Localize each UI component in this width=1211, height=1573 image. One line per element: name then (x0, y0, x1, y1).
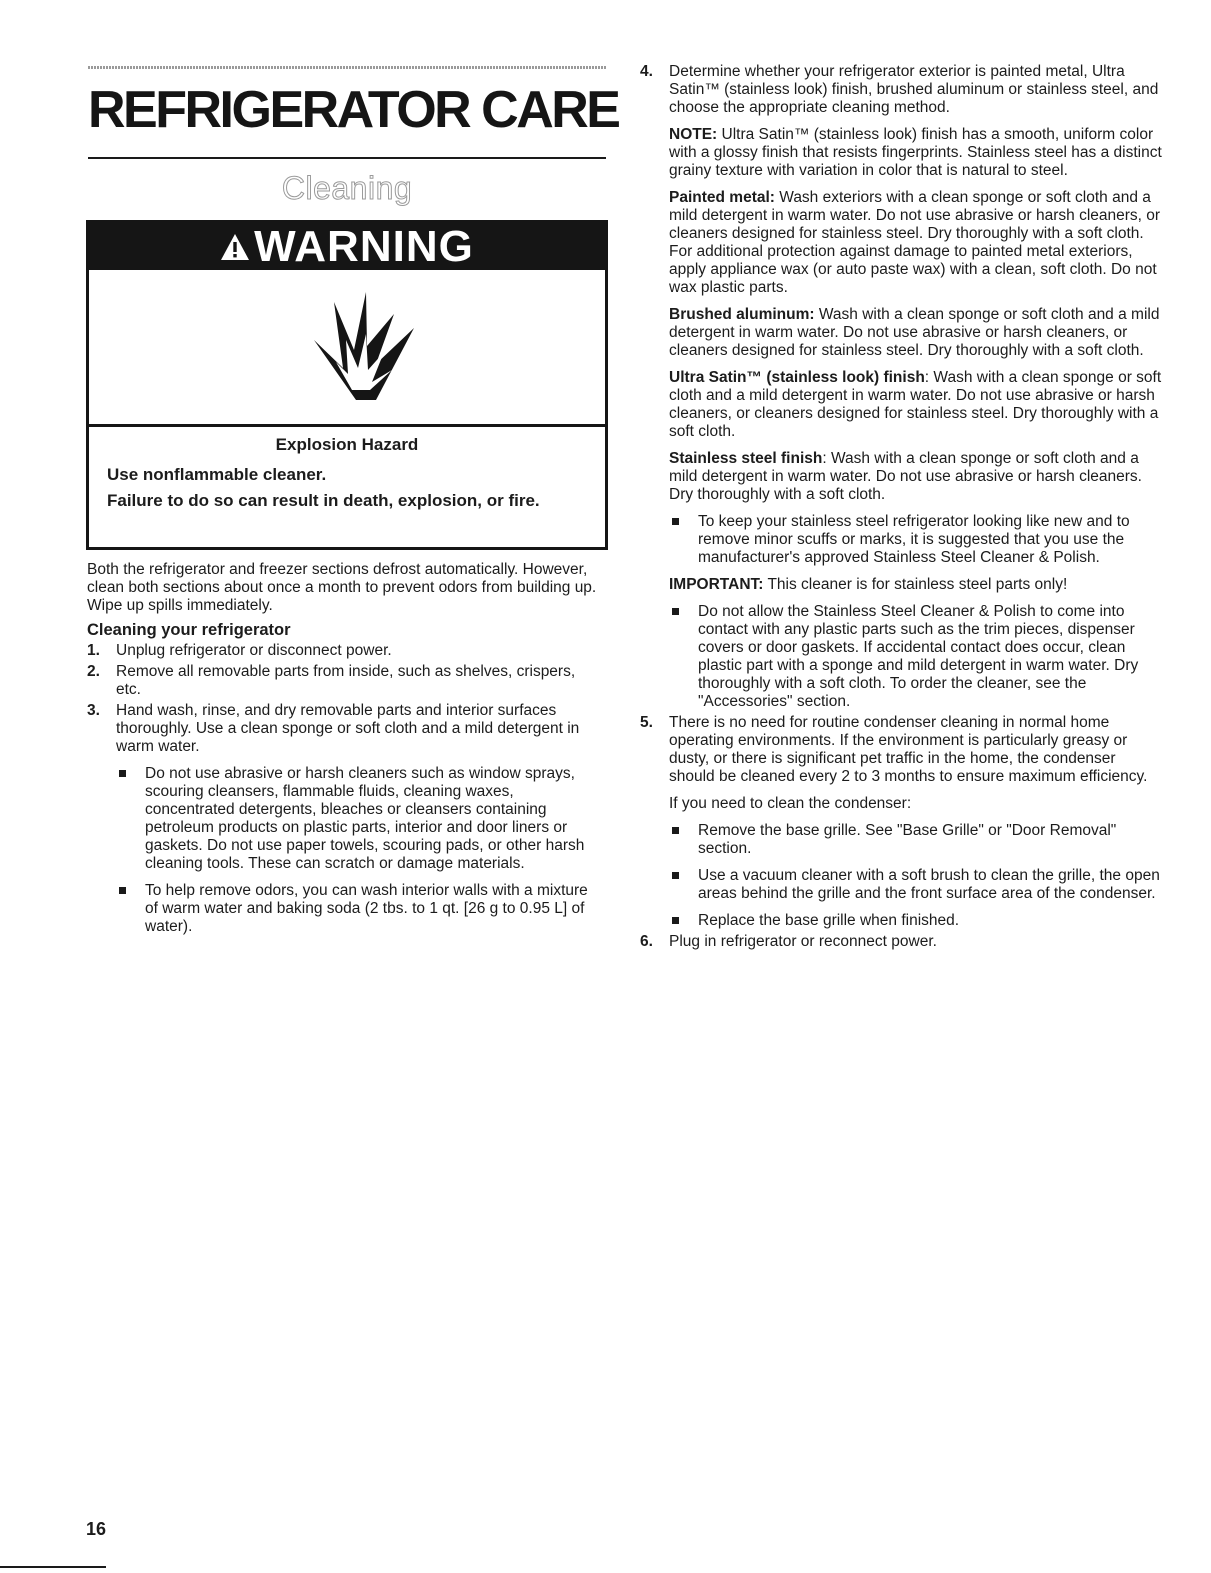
explosion-icon (296, 280, 422, 402)
bullet-square-icon (119, 887, 126, 894)
step-2 (87, 663, 599, 699)
explosion-pictogram (89, 270, 605, 427)
painted-metal-text: Wash exteriors with a clean sponge or soft cloth and a mild detergent in warm water. Do not use abrasive or harsh cleaners, or cleaners designed for stainless steel. Dry thoroughly with a soft cloth. For additional protection against damage to painted metal exteriors, apply appliance wax (or auto paste wax) with a clean, soft cloth. Do not wax plastic parts. (669, 189, 1161, 296)
bullet-text: To keep your stainless steel refrigerator looking like new and to remove minor scuffs or marks, it is suggested that you use the manufacturer's approved Stainless Steel Cleaner & Polish. (698, 513, 1130, 566)
warning-instruction: Use nonflammable cleaner. (107, 465, 327, 484)
step-number: 2. (87, 663, 100, 680)
bullet-text: Replace the base grille when finished. (698, 912, 960, 929)
bullet-text: Use a vacuum cleaner with a soft brush to clean the grille, the open areas behind the grille and the front surface area of the condenser. (698, 867, 1160, 902)
bullet-text: Do not allow the Stainless Steel Cleaner & Polish to come into contact with any plastic parts such as the trim pieces, dispenser covers or door gaskets. If accidental contact does occur, clean plastic part with a sponge and mild detergent in warm water. Dry thoroughly with a soft cloth. To order the cleaner, see the "Accessories" section. (698, 603, 1139, 710)
step-text: Hand wash, rinse, and dry removable parts and interior surfaces thoroughly. Use a clean sponge or soft cloth and a mild detergent in warm water. (116, 702, 580, 755)
cleaning-heading: Cleaning your refrigerator (87, 621, 291, 639)
ultra-satin-label: Ultra Satin™ (stainless look) finish (669, 369, 925, 386)
warning-triangle-icon (220, 232, 250, 262)
ultra-satin-text: : Wash with a clean sponge or soft cloth and a mild detergent in warm water. Do not use abrasive or harsh cleaners, or cleaners designed for stainless steel. Dry thoroughly with a soft cloth. (669, 369, 1162, 440)
note-text: Ultra Satin™ (stainless look) finish has a smooth, uniform color with a glossy finish that resists fingerprints. Stainless steel has a distinct grainy texture with variation in color that is natural to steel. (669, 126, 1162, 179)
important-text: This cleaner is for stainless steel parts only! (763, 576, 1068, 593)
top-dotted-rule (88, 66, 606, 69)
step-text: There is no need for routine condenser cleaning in normal home operating environments. If the environment is particularly greasy or dusty, or there is significant pet traffic in the home, the condenser should be cleaned every 2 to 3 months to ensure maximum efficiency. (669, 714, 1148, 785)
bullet-square-icon (672, 827, 679, 834)
important-label: IMPORTANT: (669, 576, 764, 593)
bullet-item (640, 867, 1162, 903)
step-3 (87, 702, 599, 756)
step-number: 3. (87, 702, 100, 719)
bullet-text: Do not use abrasive or harsh cleaners such as window sprays, scouring cleansers, flammable fluids, cleaning waxes, concentrated detergents, bleaches or cleansers containing petroleum products on plastic parts, interior and door liners or gaskets. Do not use paper towels, scouring pads, or other harsh cleaning tools. These can scratch or damage materials. (145, 765, 585, 872)
bullet-item (87, 882, 599, 936)
step-text: Unplug refrigerator or disconnect power. (116, 642, 392, 659)
warning-text (89, 427, 605, 511)
painted-metal-label: Painted metal: (669, 189, 775, 206)
step-text: Determine whether your refrigerator exterior is painted metal, Ultra Satin™ (stainless look) finish, brushed aluminum or stainless steel, and choose the appropriate cleaning method. (669, 63, 1159, 116)
warning-box (86, 220, 608, 550)
bullet-item (640, 603, 1162, 711)
section-title: Cleaning (281, 170, 413, 206)
bullet-square-icon (672, 518, 679, 525)
step-text: Plug in refrigerator or reconnect power. (669, 933, 937, 950)
ultra-satin-paragraph (640, 369, 1162, 441)
step-4 (640, 63, 1162, 117)
step-5 (640, 714, 1162, 786)
warning-label: WARNING (254, 221, 474, 271)
brushed-aluminum-paragraph (640, 306, 1162, 360)
brushed-aluminum-label: Brushed aluminum: (669, 306, 815, 323)
bottom-rule (0, 1566, 106, 1568)
bullet-text: To help remove odors, you can wash interior walls with a mixture of warm water and baking soda (2 tbs. to 1 qt. [26 g to 0.95 L] of water). (145, 882, 588, 935)
right-column (640, 63, 1162, 951)
bullet-item (640, 822, 1162, 858)
bullet-square-icon (672, 872, 679, 879)
bullet-text: Remove the base grille. See "Base Grille" or "Door Removal" section. (698, 822, 1117, 857)
bullet-square-icon (119, 770, 126, 777)
step-1 (87, 642, 599, 660)
note-label: NOTE: (669, 126, 718, 143)
hazard-title: Explosion Hazard (275, 435, 419, 454)
bullet-square-icon (672, 608, 679, 615)
step-number: 6. (640, 933, 653, 950)
page-number: 16 (86, 1519, 107, 1539)
left-column (87, 561, 599, 936)
bullet-item (640, 912, 1162, 930)
step-number: 5. (640, 714, 653, 731)
stainless-steel-label: Stainless steel finish (669, 450, 823, 467)
page-title: REFRIGERATOR CARE (88, 81, 619, 139)
intro-paragraph: Both the refrigerator and freezer sections defrost automatically. However, clean both sections about once a month to prevent odors from building up. Wipe up spills immediately. (87, 561, 597, 614)
brushed-aluminum-text: Wash with a clean sponge or soft cloth and a mild detergent in warm water. Do not use abrasive or harsh cleaners, or cleaners designed for stainless steel. Dry thoroughly with a soft cloth. (669, 306, 1160, 359)
stainless-steel-paragraph (640, 450, 1162, 504)
step-number: 1. (87, 642, 100, 659)
title-rule (88, 157, 606, 159)
stainless-steel-text: : Wash with a clean sponge or soft cloth and a mild detergent in warm water. Do not use abrasive or harsh cleaners. Dry thoroughly with a soft cloth. (669, 450, 1142, 503)
step-text: Remove all removable parts from inside, such as shelves, crispers, etc. (116, 663, 576, 698)
bullet-item (87, 765, 599, 873)
warning-header (89, 223, 605, 270)
note-paragraph (640, 126, 1162, 180)
step-number: 4. (640, 63, 653, 80)
condenser-intro: If you need to clean the condenser: (669, 795, 912, 812)
important-paragraph (640, 576, 1162, 594)
bullet-item (640, 513, 1162, 567)
warning-consequence: Failure to do so can result in death, explosion, or fire. (107, 491, 540, 510)
step-6 (640, 933, 1162, 951)
bullet-square-icon (672, 917, 679, 924)
painted-metal-paragraph (640, 189, 1162, 297)
